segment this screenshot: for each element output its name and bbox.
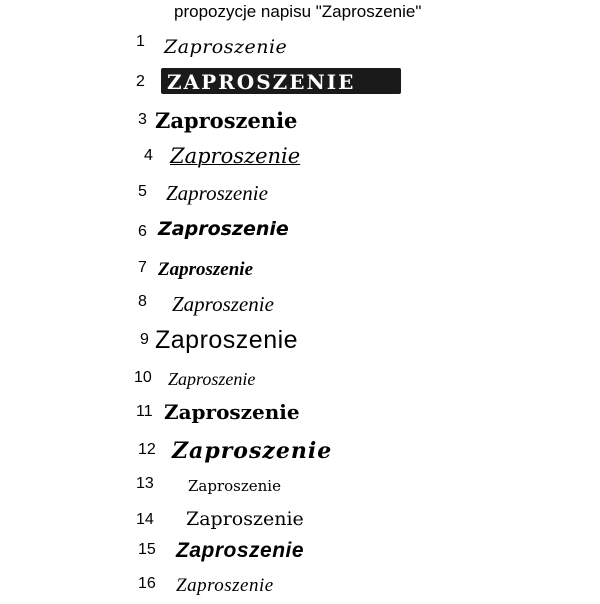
lettering-sample: ZAPROSZENIE bbox=[167, 70, 356, 94]
lettering-sample: Zaproszenie bbox=[176, 539, 305, 562]
lettering-sample: Zaproszenie bbox=[166, 181, 268, 205]
item-number: 9 bbox=[140, 331, 149, 348]
lettering-sample: Zaproszenie bbox=[164, 36, 288, 58]
list-item bbox=[0, 110, 600, 140]
lettering-sample: Zaproszenie bbox=[188, 477, 281, 495]
item-number: 12 bbox=[138, 441, 156, 458]
list-item bbox=[0, 474, 600, 504]
item-number: 14 bbox=[136, 511, 154, 528]
list-item bbox=[0, 182, 600, 212]
item-number: 2 bbox=[136, 73, 145, 90]
item-number: 11 bbox=[136, 403, 153, 420]
lettering-sample: Zaproszenie bbox=[172, 292, 274, 316]
list-item bbox=[0, 292, 600, 322]
lettering-sample: Zaproszenie bbox=[155, 108, 298, 133]
item-number: 5 bbox=[138, 183, 147, 200]
item-number: 13 bbox=[136, 475, 154, 492]
list-item bbox=[0, 258, 600, 288]
lettering-sample: Zaproszenie bbox=[158, 259, 253, 280]
item-number: 16 bbox=[138, 575, 156, 592]
lettering-sample: Zaproszenie bbox=[170, 144, 301, 168]
lettering-sample: Zaproszenie bbox=[158, 218, 289, 240]
item-number: 7 bbox=[138, 259, 147, 276]
item-number: 6 bbox=[138, 223, 147, 240]
list-item bbox=[0, 368, 600, 398]
list-item bbox=[0, 146, 600, 176]
list-item bbox=[0, 440, 600, 470]
list-item bbox=[0, 72, 600, 102]
item-number: 4 bbox=[144, 147, 153, 164]
item-number: 1 bbox=[136, 33, 145, 50]
list-item bbox=[0, 328, 600, 358]
page-title: propozycje napisu "Zaproszenie" bbox=[174, 2, 422, 21]
item-number: 10 bbox=[134, 369, 152, 386]
lettering-sample: Zaproszenie bbox=[186, 508, 304, 530]
item-number: 15 bbox=[138, 541, 156, 558]
item-number: 3 bbox=[138, 111, 147, 128]
list-item bbox=[0, 402, 600, 432]
lettering-sample: Zaproszenie bbox=[164, 400, 300, 424]
lettering-sample: Zaproszenie bbox=[155, 326, 299, 354]
item-number: 8 bbox=[138, 293, 147, 310]
lettering-sample: Zaproszenie bbox=[168, 369, 256, 389]
list-item bbox=[0, 220, 600, 250]
list-item bbox=[0, 540, 600, 570]
lettering-sample: Zaproszenie bbox=[176, 575, 274, 596]
list-item bbox=[0, 34, 600, 64]
list-item bbox=[0, 508, 600, 538]
lettering-sample: Zaproszenie bbox=[172, 438, 333, 464]
